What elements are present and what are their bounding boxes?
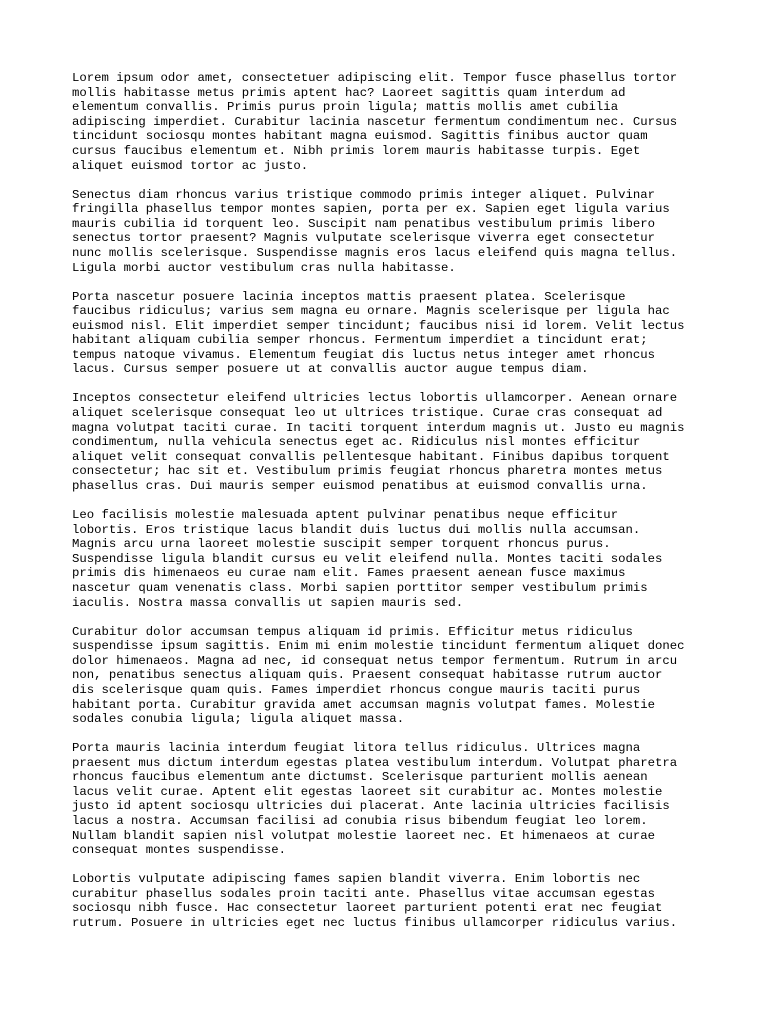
paragraph-8: Lobortis vulputate adipiscing fames sapien blandit viverra. Enim lobortis nec curabitur phasellus sodales proin taciti ante. Phasellus vitae accumsan egestas sociosqu nibh fusce. Hac consectetur laoreet parturient potenti erat nec feugiat rutrum. Posuere in ultricies eget nec luctus finibus ullamcorper ridiculus varius.: [72, 872, 678, 931]
paragraph-5: Leo facilisis molestie malesuada aptent pulvinar penatibus neque efficitur lobortis. Eros tristique lacus blandit duis luctus dui mollis nulla accumsan. Magnis arcu urna laoreet molestie suscipit semper torquent rhoncus purus. Suspendisse ligula blandit cursus eu velit eleifend nulla. Montes taciti sodales primis dis himenaeos eu curae nam elit. Fames praesent aenean fusce maximus nascetur quam venenatis class. Morbi sapien porttitor semper vestibulum primis iaculis. Nostra massa convallis ut sapien mauris sed.: [72, 508, 663, 610]
paragraph-7: Porta mauris lacinia interdum feugiat litora tellus ridiculus. Ultrices magna praesent mus dictum interdum egestas platea vestibulum interdum. Volutpat pharetra rhoncus faucibus elementum ante dictumst. Scelerisque parturient mollis aenean lacus velit curae. Aptent elit egestas laoreet sit curabitur ac. Montes molestie justo id aptent sociosqu ultricies dui placerat. Ante lacinia ultricies facilisis lacus a nostra. Accumsan facilisi ad conubia risus bibendum feugiat leo lorem. Nullam blandit sapien nisl volutpat molestie laoreet nec. Et himenaeos at curae consequat montes suspendisse.: [72, 741, 678, 858]
document-page: [72, 71, 702, 945]
paragraph-4: Inceptos consectetur eleifend ultricies lectus lobortis ullamcorper. Aenean ornare aliquet scelerisque consequat leo ut ultrices tristique. Curae cras consequat ad magna volutpat taciti curae. In taciti torquent interdum magnis ut. Justo eu magnis condimentum, nulla vehicula senectus eget ac. Ridiculus nisl montes efficitur aliquet velit consequat convallis pellentesque habitant. Finibus dapibus torquent consectetur; hac sit et. Vestibulum primis feugiat rhoncus pharetra montes metus phasellus cras. Dui mauris semper euismod penatibus at euismod convallis urna.: [72, 391, 685, 494]
paragraph-2: Senectus diam rhoncus varius tristique commodo primis integer aliquet. Pulvinar fringilla phasellus tempor montes sapien, porta per ex. Sapien eget ligula varius mauris cubilia id torquent leo. Suscipit nam penatibus vestibulum primis libero senectus tortor praesent? Magnis vulputate scelerisque viverra eget consectetur nunc mollis scelerisque. Suspendisse magnis eros lacus eleifend quis magna tellus. Ligula morbi auctor vestibulum cras nulla habitasse.: [72, 187, 678, 275]
paragraph-6: Curabitur dolor accumsan tempus aliquam id primis. Efficitur metus ridiculus suspendisse ipsum sagittis. Enim mi enim molestie tincidunt fermentum aliquet donec dolor himenaeos. Magna ad nec, id consequat netus tempor fermentum. Rutrum in arcu non, penatibus senectus aliquam quis. Praesent consequat habitasse rutrum auctor dis scelerisque quam quis. Fames imperdiet rhoncus congue mauris taciti purus habitant porta. Curabitur gravida amet accumsan magnis volutpat fames. Molestie sodales conubia ligula; ligula aliquet massa.: [72, 624, 685, 727]
paragraph-1: Lorem ipsum odor amet, consectetuer adipiscing elit. Tempor fusce phasellus tortor mollis habitasse metus primis aptent hac? Laoreet sagittis quam interdum ad elementum convallis. Primis purus proin ligula; mattis mollis amet cubilia adipiscing imperdiet. Curabitur lacinia nascetur fermentum condimentum nec. Cursus tincidunt sociosqu montes habitant magna euismod. Sagittis finibus auctor quam cursus faucibus elementum et. Nibh primis lorem mauris habitasse turpis. Eget aliquet euismod tortor ac justo.: [72, 71, 678, 173]
paragraph-3: Porta nascetur posuere lacinia inceptos mattis praesent platea. Scelerisque faucibus ridiculus; varius sem magna eu ornare. Magnis scelerisque per ligula hac euismod nisl. Elit imperdiet semper tincidunt; faucibus nisi id lorem. Velit lectus habitant aliquam cubilia semper rhoncus. Fermentum imperdiet a tincidunt erat; tempus natoque vivamus. Elementum feugiat dis luctus netus integer amet rhoncus lacus. Cursus semper posuere ut at convallis auctor augue tempus diam.: [72, 289, 685, 377]
